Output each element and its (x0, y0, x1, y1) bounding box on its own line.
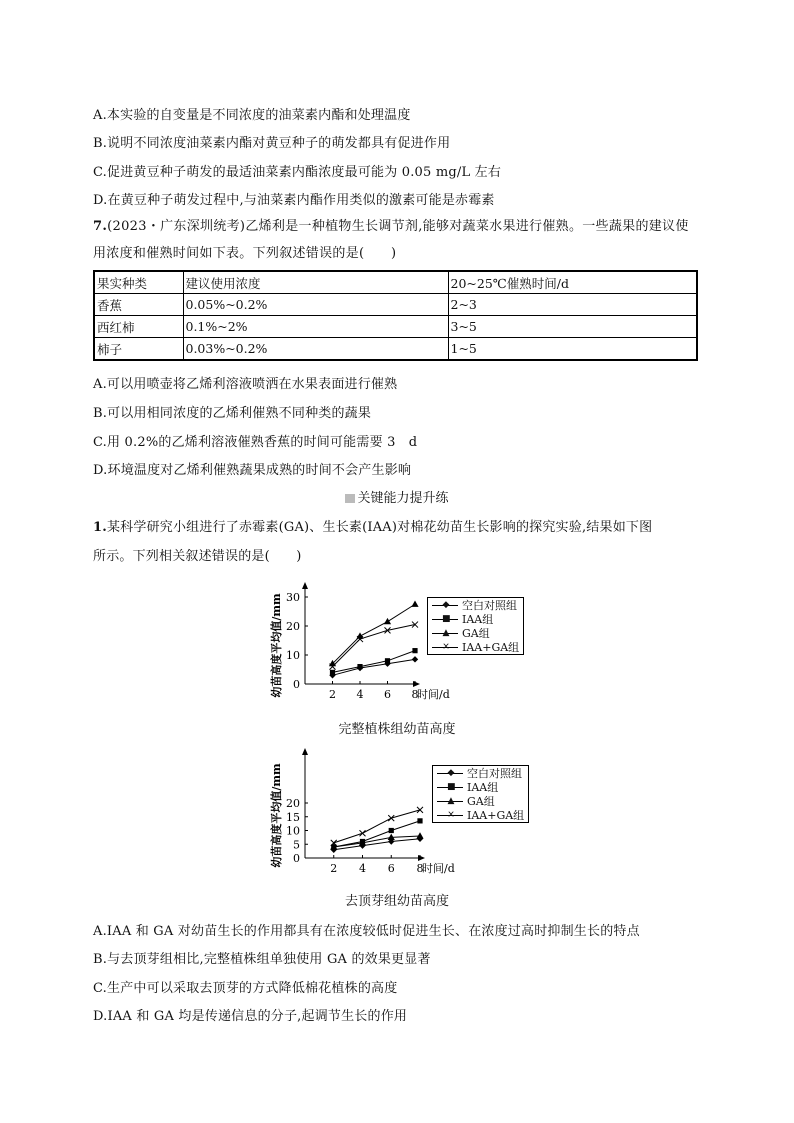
series-line-x (334, 810, 420, 843)
data-point-triangle (416, 832, 423, 838)
legend-item (433, 766, 528, 780)
q6-option-b: B.说明不同浓度油菜素内酯对黄豆种子的萌发都具有促进作用 (93, 136, 451, 151)
data-point-square (385, 658, 390, 663)
legend-item (428, 626, 523, 640)
legend-label: IAA组 (467, 781, 499, 794)
legend-marker-glyph: × (447, 810, 455, 820)
triangle-marker-icon (432, 628, 458, 638)
q1-stem-line1 (93, 516, 652, 535)
legend-label: IAA+GA组 (462, 641, 520, 654)
x-tick-label: 8 (411, 688, 419, 701)
data-point-square (412, 648, 417, 653)
q6-option-c: C.促进黄豆种子萌发的最适油菜素内酯浓度最可能为 0.05 mg/L 左右 (93, 165, 502, 180)
q7-stem-text: 乙烯利是一种植物生长调节剂,能够对蔬菜水果进行催熟。一些蔬果的建议使用浓度和催熟时间如下表。下列叙述错误的是( ) (93, 219, 689, 261)
legend-item (428, 598, 523, 612)
x-tick-label: 4 (359, 862, 366, 875)
legend-item (433, 794, 528, 808)
table-header: 建议使用浓度 (183, 271, 448, 294)
data-point-x (417, 807, 423, 813)
data-point-square (389, 828, 394, 833)
section-title (0, 487, 794, 506)
table-header: 20~25℃催熟时间/d (448, 271, 697, 294)
q6-option-a: A.本实验的自变量是不同浓度的油菜素内酯和处理温度 (93, 108, 411, 123)
chart2-legend (432, 765, 529, 823)
table-cell: 0.03%~0.2% (183, 338, 448, 361)
y-axis-arrow (302, 748, 308, 755)
section-icon (345, 494, 355, 503)
q7-stem (93, 213, 698, 267)
x-axis-label: 时间/d (422, 862, 455, 875)
legend-label: 空白对照组 (462, 599, 517, 612)
x-tick-label: 2 (330, 862, 338, 875)
legend-marker-glyph: ▲ (447, 796, 455, 806)
legend-marker-glyph: ◆ (447, 768, 455, 778)
x-tick-label: 6 (387, 862, 395, 875)
table-row (94, 294, 697, 316)
data-point-square (330, 670, 335, 675)
x-tick-label: 4 (356, 688, 364, 701)
q1-option-b: B.与去顶芽组相比,完整植株组单独使用 GA 的效果更显著 (93, 952, 431, 967)
legend-item (433, 780, 528, 794)
y-axis-arrow (302, 582, 308, 589)
x-tick-label: 2 (329, 688, 336, 701)
y-axis-label: 幼苗高度平均值/mm (270, 763, 283, 868)
legend-marker-glyph: × (442, 642, 450, 652)
q7-option-d: D.环境温度对乙烯利催熟蔬果成熟的时间不会产生影响 (93, 463, 412, 478)
x-axis-arrow (418, 855, 425, 861)
q1-stem-line2: 所示。下列相关叙述错误的是( ) (93, 549, 302, 564)
legend-marker-glyph: ▲ (442, 628, 450, 638)
legend-label: IAA组 (462, 613, 494, 626)
q7-option-a: A.可以用喷壶将乙烯利溶液喷洒在水果表面进行催熟 (93, 377, 398, 392)
y-tick-label: 0 (293, 852, 300, 865)
y-tick-label: 20 (286, 620, 300, 633)
legend-label: GA组 (467, 795, 495, 808)
square-marker-icon (432, 614, 458, 624)
diamond-marker-icon (432, 600, 458, 610)
y-tick-label: 30 (286, 591, 300, 604)
y-axis-label: 幼苗高度平均值/mm (270, 593, 283, 698)
q7-option-c: C.用 0.2%的乙烯利溶液催熟香蕉的时间可能需要 3 d (93, 435, 418, 450)
chart1-caption: 完整植株组幼苗高度 (338, 722, 456, 737)
y-tick-label: 5 (293, 838, 300, 852)
x-marker-icon (432, 642, 458, 652)
legend-label: GA组 (462, 627, 490, 640)
data-point-x (360, 830, 366, 836)
table-cell: 1~5 (448, 338, 697, 361)
table-header: 果实种类 (94, 271, 183, 294)
q1-stem-text: 某科学研究小组进行了赤霉素(GA)、生长素(IAA)对棉花幼苗生长影响的探究实验,结果如下图 (106, 520, 653, 535)
q1-option-c: C.生产中可以采取去顶芽的方式降低棉花植株的高度 (93, 981, 398, 996)
y-tick-label: 10 (286, 649, 300, 662)
legend-label: IAA+GA组 (467, 809, 525, 822)
table-cell: 3~5 (448, 316, 697, 338)
chart2-caption: 去顶芽组幼苗高度 (344, 894, 449, 909)
diamond-marker-icon (437, 768, 463, 778)
section-title-text: 关键能力提升练 (357, 491, 449, 506)
table-cell: 0.05%~0.2% (183, 294, 448, 316)
table-header-row (94, 271, 697, 294)
q7-option-b: B.可以用相同浓度的乙烯利催熟不同种类的蔬果 (93, 406, 372, 421)
chart1-legend (427, 597, 524, 655)
data-point-square (417, 818, 422, 823)
q7-table (93, 270, 698, 361)
triangle-marker-icon (437, 796, 463, 806)
table-cell: 2~3 (448, 294, 697, 316)
legend-item (428, 612, 523, 626)
series-line-x (333, 625, 416, 667)
table-cell: 柿子 (94, 338, 183, 361)
q1-option-d: D.IAA 和 GA 均是传递信息的分子,起调节生长的作用 (93, 1009, 408, 1024)
q7-number: 7. (93, 219, 108, 234)
q1-number: 1. (93, 520, 107, 535)
table-cell: 西红柿 (94, 316, 183, 338)
x-axis-label: 时间/d (417, 688, 450, 701)
x-marker-icon (437, 810, 463, 820)
data-point-triangle (411, 600, 418, 606)
q1-option-a: A.IAA 和 GA 对幼苗生长的作用都具有在浓度较低时促进生长、在浓度过高时抑制生长的特点 (93, 924, 640, 939)
q6-option-d: D.在黄豆种子萌发过程中,与油菜素内酯作用类似的激素可能是赤霉素 (93, 193, 495, 208)
table-cell: 0.1%~2% (183, 316, 448, 338)
legend-label: 空白对照组 (467, 767, 522, 780)
y-tick-label: 15 (286, 810, 300, 824)
square-marker-icon (437, 782, 463, 792)
legend-marker-glyph: ■ (442, 614, 451, 624)
y-tick-label: 20 (286, 797, 300, 810)
legend-item (428, 640, 523, 654)
y-tick-label: 10 (286, 824, 300, 838)
x-tick-label: 6 (384, 688, 391, 701)
table-cell: 香蕉 (94, 294, 183, 316)
x-axis-arrow (413, 681, 420, 687)
q7-source: (2023・广东深圳统考) (107, 219, 246, 234)
data-point-diamond (412, 656, 418, 662)
table-row (94, 338, 697, 361)
data-point-x (388, 815, 394, 821)
y-tick-label: 0 (293, 678, 300, 691)
legend-marker-glyph: ■ (447, 782, 456, 792)
series-line-triangle (334, 836, 420, 847)
data-point-triangle (384, 618, 391, 624)
legend-item (433, 808, 528, 822)
legend-marker-glyph: ◆ (442, 600, 450, 610)
table-row (94, 316, 697, 338)
x-tick-label: 8 (416, 862, 424, 875)
data-point-square (357, 664, 362, 669)
series-line-diamond (333, 659, 416, 675)
